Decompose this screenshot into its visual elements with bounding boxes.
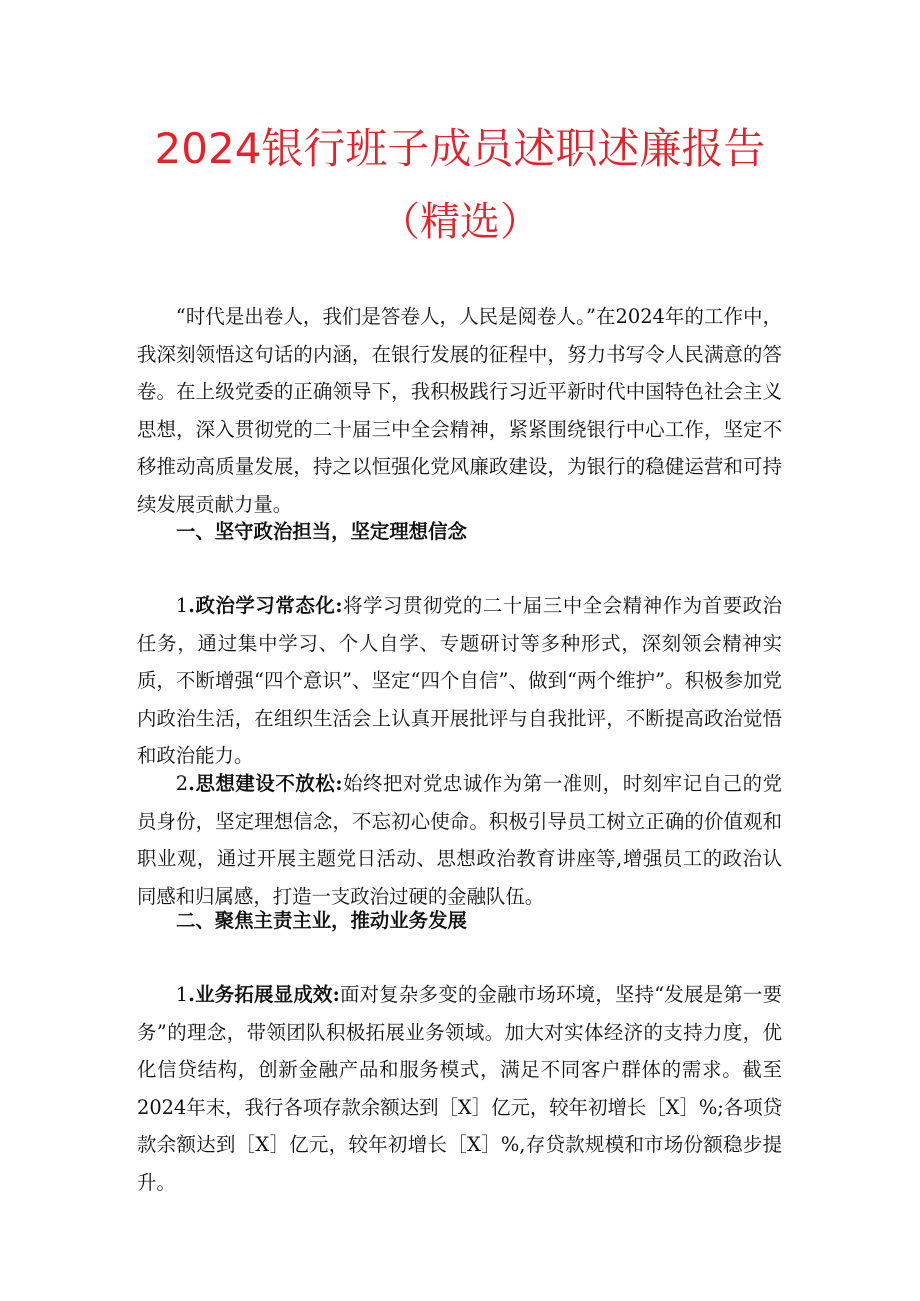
section-heading-2: 二、聚焦主责主业，推动业务发展	[176, 909, 467, 932]
item-number: 2	[175, 772, 189, 795]
section-1-item-2	[137, 765, 782, 915]
section-1-item-1	[137, 587, 782, 775]
item-number: 1	[175, 983, 189, 1006]
document-subtitle: （精选）	[380, 199, 540, 245]
item-number: 1	[175, 594, 189, 617]
document-title: 2024银行班子成员述职述廉报告	[154, 124, 766, 173]
intro-paragraph: “时代是出卷人，我们是答卷人，人民是阅卷人。”在2024年的工作中，我深刻领悟这句话的内涵，在银行发展的征程中，努力书写令人民满意的答卷。在上级党委的正确领导下，我积极践行习近平新时代中国特色社会主义思想，深入贯彻党的二十届三中全会精神，紧紧围绕银行中心工作，坚定不移推动高质量发展，持之以恒强化党风廉政建设，为银行的稳健运营和可持续发展贡献力量。	[137, 305, 782, 516]
item-text: 面对复杂多变的金融市场环境，坚持“发展是第一要务”的理念，带领团队积极拓展业务领域。加大对实体经济的支持力度，优化信贷结构，创新金融产品和服务模式，满足不同客户群体的需求。截至2024年末，我行各项存款余额达到［X］亿元，较年初增长［X］%;各项贷款余额达到［X］亿元，较年初增长［X］%,存贷款规模和市场份额稳步提升。	[137, 983, 782, 1194]
section-heading-1: 一、坚守政治担当，坚定理想信念	[176, 520, 467, 543]
item-text: 将学习贯彻党的二十届三中全会精神作为首要政治任务，通过集中学习、个人自学、专题研讨等多种形式，深刻领会精神实质，不断增强“四个意识”、坚定“四个自信”、做到“两个维护”。积极参加党内政治生活，在组织生活会上认真开展批评与自我批评，不断提高政治觉悟和政治能力。	[137, 594, 782, 768]
section-2-item-1	[137, 976, 782, 1202]
item-lead: .政治学习常态化:	[188, 594, 343, 617]
item-lead: .业务拓展显成效:	[188, 983, 340, 1006]
item-text: 始终把对党忠诚作为第一准则，时刻牢记自己的党员身份，坚定理想信念，不忘初心使命。积极引导员工树立正确的价值观和职业观，通过开展主题党日活动、思想政治教育讲座等,增强员工的政治认同感和归属感，打造一支政治过硬的金融队伍。	[137, 772, 782, 908]
item-lead: .思想建设不放松:	[188, 772, 343, 795]
